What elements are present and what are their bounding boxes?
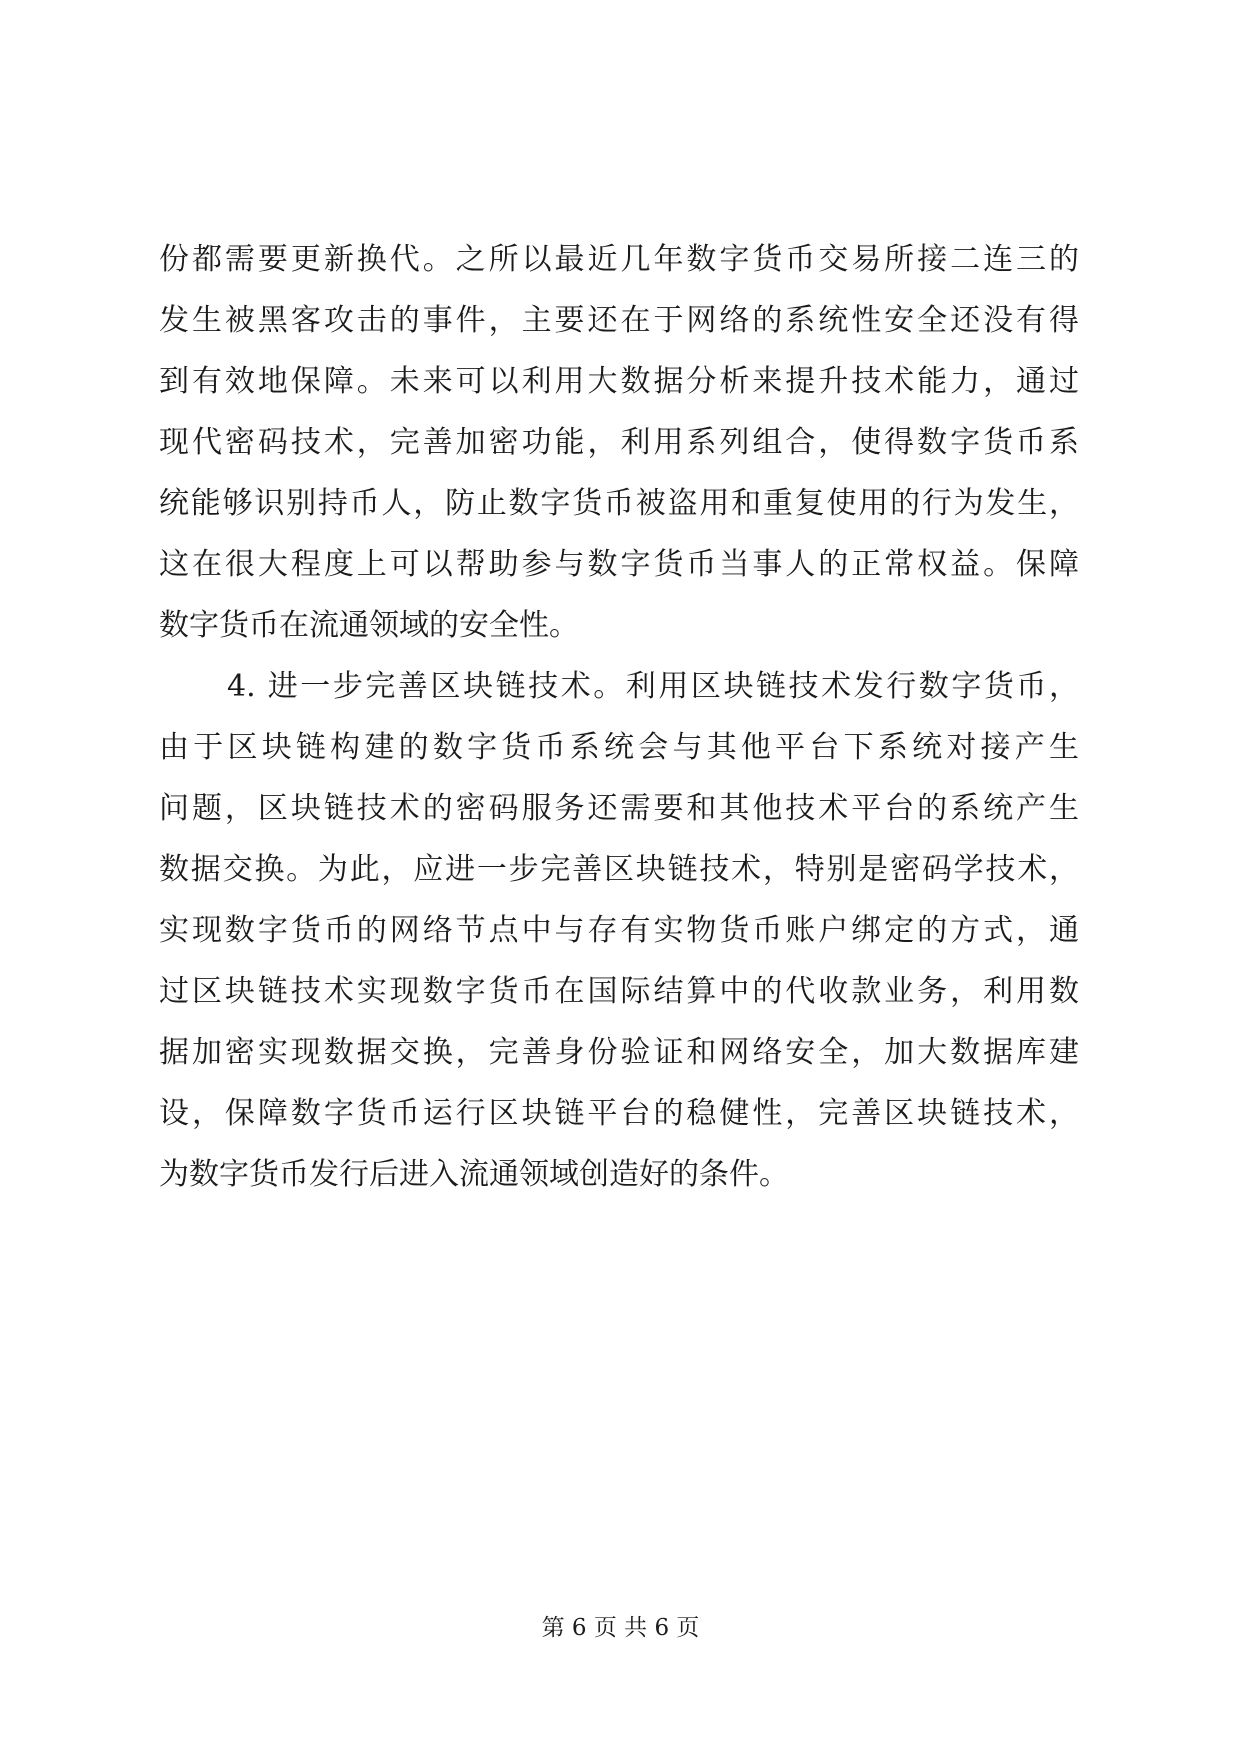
paragraph-line: 发生被黑客攻击的事件，主要还在于网络的系统性安全还没有得 bbox=[159, 303, 1079, 338]
paragraph-line: 统能够识别持币人，防止数字货币被盗用和重复使用的行为发生， bbox=[159, 486, 1079, 521]
paragraph-line: 现代密码技术，完善加密功能，利用系列组合，使得数字货币系 bbox=[159, 425, 1079, 460]
page-footer bbox=[0, 1609, 1241, 1642]
paragraph-line: 过区块链技术实现数字货币在国际结算中的代收款业务，利用数 bbox=[159, 974, 1079, 1009]
document-body bbox=[159, 229, 1079, 1205]
paragraph-line: 由于区块链构建的数字货币系统会与其他平台下系统对接产生 bbox=[159, 730, 1079, 765]
paragraph-line: 数字货币在流通领域的安全性。 bbox=[159, 608, 579, 643]
paragraph-line: 份都需要更新换代。之所以最近几年数字货币交易所接二连三的 bbox=[159, 242, 1079, 277]
paragraph-line: 4. 进一步完善区块链技术。利用区块链技术发行数字货币， bbox=[227, 669, 1079, 704]
page-number-label: 第 6 页 共 6 页 bbox=[541, 1615, 700, 1641]
paragraph-line: 为数字货币发行后进入流通领域创造好的条件。 bbox=[159, 1157, 789, 1192]
paragraph-line: 据加密实现数据交换，完善身份验证和网络安全，加大数据库建 bbox=[159, 1035, 1079, 1070]
paragraph-line: 实现数字货币的网络节点中与存有实物货币账户绑定的方式，通 bbox=[159, 913, 1079, 948]
paragraph-1 bbox=[159, 229, 1079, 656]
paragraph-line: 设，保障数字货币运行区块链平台的稳健性，完善区块链技术， bbox=[159, 1096, 1079, 1131]
paragraph-line: 这在很大程度上可以帮助参与数字货币当事人的正常权益。保障 bbox=[159, 547, 1079, 582]
paragraph-line: 到有效地保障。未来可以利用大数据分析来提升技术能力，通过 bbox=[159, 364, 1079, 399]
paragraph-line: 问题，区块链技术的密码服务还需要和其他技术平台的系统产生 bbox=[159, 791, 1079, 826]
paragraph-line: 数据交换。为此，应进一步完善区块链技术，特别是密码学技术， bbox=[159, 852, 1079, 887]
paragraph-2 bbox=[159, 656, 1079, 1205]
